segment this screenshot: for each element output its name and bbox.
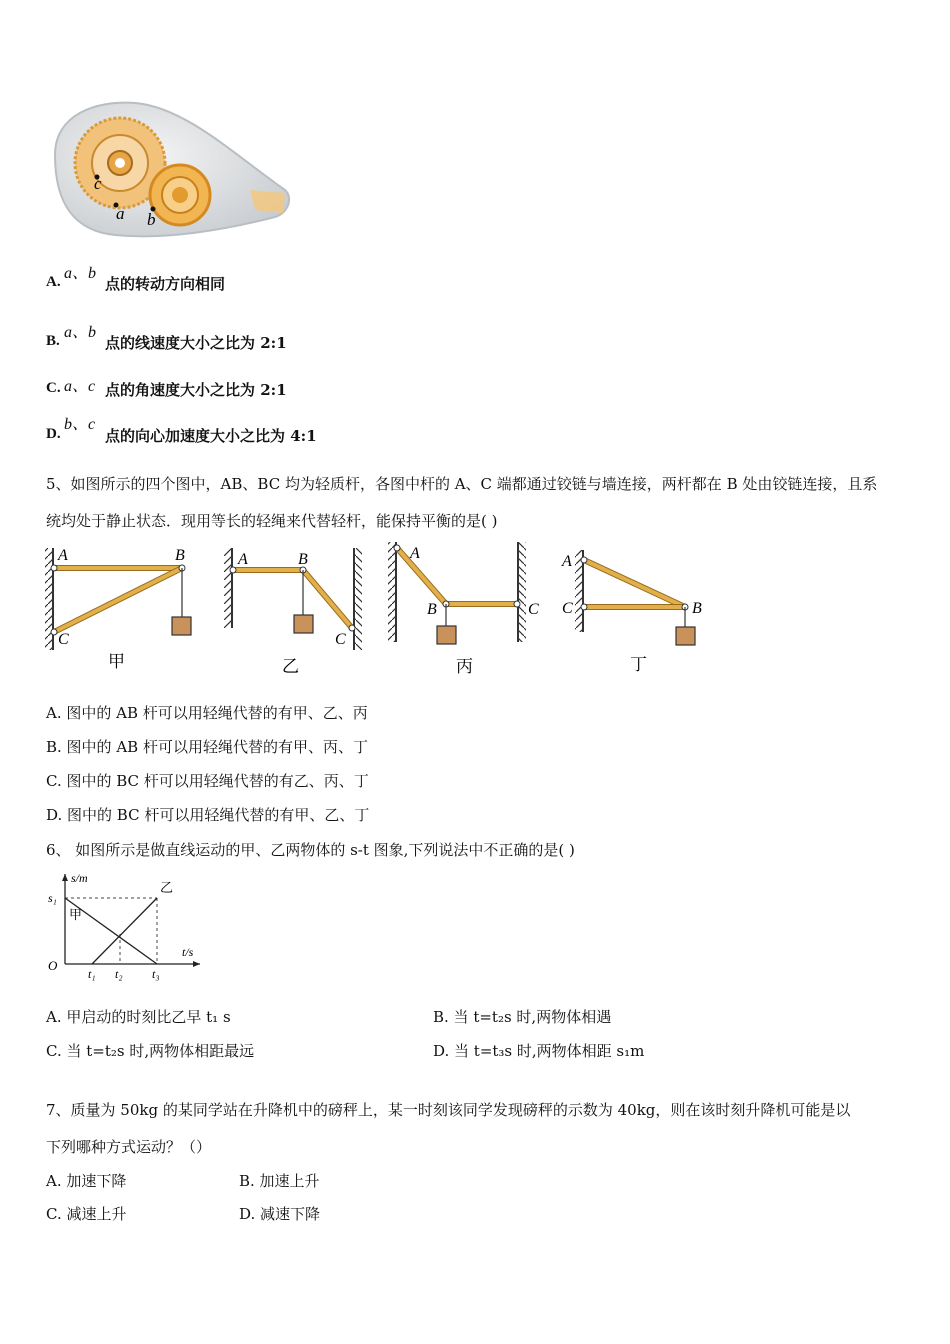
q4-option-b-points: a、b xyxy=(64,324,97,341)
svg-text:A: A xyxy=(238,551,248,568)
q4-option-b-text: 点的线速度大小之比为 2:1 xyxy=(105,334,287,352)
q5-option-a[interactable]: A. 图中的 AB 杆可以用轻绳代替的有甲、乙、丙 xyxy=(46,704,368,722)
figure-bing xyxy=(388,542,539,676)
svg-text:A: A xyxy=(58,547,68,564)
svg-text:A: A xyxy=(410,545,420,562)
figure-bing-label: 丙 xyxy=(456,657,473,676)
q5-option-c[interactable]: C. 图中的 BC 杆可以用轻绳代替的有乙、丙、丁 xyxy=(46,772,369,790)
svg-text:t₃: t₃ xyxy=(152,967,160,981)
figure-ding-label: 丁 xyxy=(630,655,647,674)
figure-ding xyxy=(561,550,702,674)
figure-jia xyxy=(45,547,191,671)
q7-stem-line1: 7、质量为 50kg 的某同学站在升降机中的磅秤上，某一时刻该同学发现磅秤的示数为 40kg，则在该时刻升降机可能是以 xyxy=(46,1101,851,1119)
label-c: c xyxy=(94,174,102,193)
q4-option-c-text: 点的角速度大小之比为 2:1 xyxy=(105,381,287,399)
svg-text:O: O xyxy=(48,958,58,973)
q4-option-a-letter: A. xyxy=(46,274,61,290)
q7-stem-line2: 下列哪种方式运动？（） xyxy=(46,1138,212,1156)
svg-text:B: B xyxy=(692,600,702,617)
q4-option-d-points: b、c xyxy=(64,416,96,433)
svg-text:s₁: s₁ xyxy=(48,891,57,905)
figure-yi xyxy=(224,548,362,676)
q4-option-c-letter: C. xyxy=(46,380,61,396)
q5-stem-line2: 统均处于静止状态．现用等长的轻绳来代替轻杆，能保持平衡的是( ) xyxy=(46,512,498,530)
q5-option-d[interactable]: D. 图中的 BC 杆可以用轻绳代替的有甲、乙、丁 xyxy=(46,806,370,824)
q4-option-a[interactable] xyxy=(46,262,346,302)
svg-text:乙: 乙 xyxy=(160,880,174,895)
q4-option-d[interactable] xyxy=(46,413,366,449)
svg-text:B: B xyxy=(298,551,308,568)
svg-text:C: C xyxy=(562,600,573,617)
svg-text:t₂: t₂ xyxy=(115,967,123,981)
q7-option-c[interactable]: C. 减速上升 xyxy=(46,1205,127,1223)
q4-option-a-text: 点的转动方向相同 xyxy=(105,275,226,293)
svg-text:C: C xyxy=(335,631,346,648)
q5-figures xyxy=(40,540,740,680)
q4-option-a-points: a、b xyxy=(64,265,97,282)
q4-option-d-letter: D. xyxy=(46,426,61,442)
svg-text:B: B xyxy=(175,547,185,564)
figure-yi-label: 乙 xyxy=(282,657,299,676)
q6-option-c[interactable]: C. 当 t=t₂s 时,两物体相距最远 xyxy=(46,1042,255,1060)
svg-text:C: C xyxy=(528,601,539,618)
q6-option-a[interactable]: A. 甲启动的时刻比乙早 t₁ s xyxy=(46,1008,231,1026)
svg-text:t/s: t/s xyxy=(182,945,194,959)
svg-text:A: A xyxy=(562,553,572,570)
q5-option-b[interactable]: B. 图中的 AB 杆可以用轻绳代替的有甲、丙、丁 xyxy=(46,738,368,756)
svg-text:B: B xyxy=(427,601,437,618)
q7-option-d[interactable]: D. 减速下降 xyxy=(239,1205,321,1223)
q4-option-c[interactable] xyxy=(46,375,366,405)
q4-option-d-text: 点的向心加速度大小之比为 4:1 xyxy=(105,427,317,445)
svg-text:t₁: t₁ xyxy=(88,967,96,981)
label-a: a xyxy=(116,204,125,223)
line-yi xyxy=(92,898,157,964)
q6-stem: 6、 如图所示是做直线运动的甲、乙两物体的 s-t 图象,下列说法中不正确的是( ) xyxy=(46,841,575,859)
q5-stem-line1: 5、如图所示的四个图中，AB、BC 均为轻质杆，各图中杆的 A、C 端都通过铰链与墙连接，两杆都在 B 处由铰链连接，且系 xyxy=(46,475,878,493)
q7-option-a[interactable]: A. 加速下降 xyxy=(46,1172,127,1190)
label-b: b xyxy=(147,210,156,229)
q4-option-b[interactable] xyxy=(46,321,366,361)
q4-option-c-points: a、c xyxy=(64,378,96,395)
q6-st-graph xyxy=(40,866,220,984)
correction-tape-image xyxy=(45,95,295,245)
figure-jia-label: 甲 xyxy=(108,652,125,671)
svg-text:甲: 甲 xyxy=(69,907,83,922)
q4-option-b-letter: B. xyxy=(46,333,60,349)
svg-text:s/m: s/m xyxy=(71,871,88,885)
q6-option-b[interactable]: B. 当 t=t₂s 时,两物体相遇 xyxy=(433,1008,612,1026)
svg-text:C: C xyxy=(58,631,69,648)
q6-option-d[interactable]: D. 当 t=t₃s 时,两物体相距 s₁m xyxy=(433,1042,645,1060)
q7-option-b[interactable]: B. 加速上升 xyxy=(239,1172,320,1190)
